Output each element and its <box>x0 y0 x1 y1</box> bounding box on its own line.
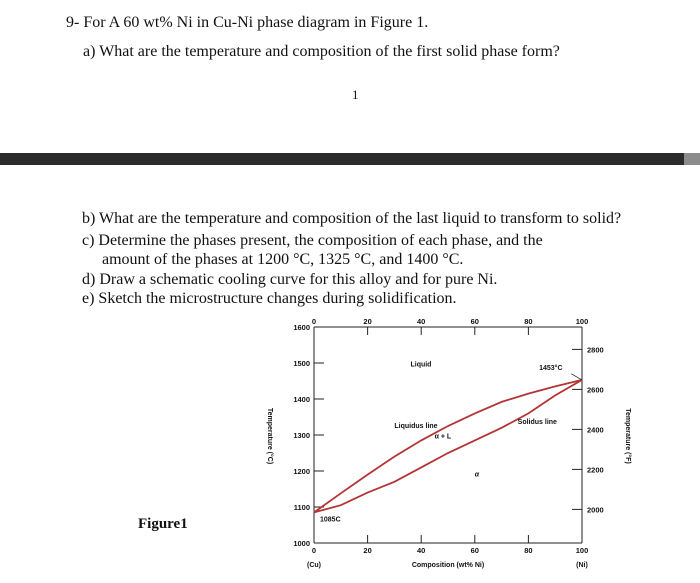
x-left-end-label: (Cu) <box>307 562 321 569</box>
alpha-label: α <box>474 471 480 479</box>
x-tick-label-bottom: 40 <box>417 546 426 555</box>
right-axis-label: Temperature (°F) <box>624 408 631 464</box>
solidus-label: Solidus line <box>517 419 557 427</box>
y-tick-label: 1600 <box>293 323 310 332</box>
right-tick-label: 2200 <box>587 465 604 475</box>
question-c: c) Determine the phases present, the composition of each phase, and the <box>82 232 543 249</box>
question-d: d) Draw a schematic cooling curve for this alloy and for pure Ni. <box>82 271 498 288</box>
x-tick-label-top: 0 <box>311 317 317 326</box>
x-axis-label: Composition (wt% Ni) <box>411 562 485 569</box>
question-a: a) What are the temperature and composition of the first solid phase form? <box>83 43 560 60</box>
y-tick-label: 1200 <box>293 467 310 476</box>
x-tick-label-top: 60 <box>470 317 479 326</box>
y-tick-label: 1100 <box>293 503 310 512</box>
x-tick-label-bottom: 80 <box>524 546 533 555</box>
question-b: b) What are the temperature and composition of the last liquid to transform to solid? <box>82 210 622 227</box>
x-tick-label-top: 80 <box>524 317 533 326</box>
right-tick-label: 2400 <box>587 425 604 435</box>
left-axis-label: Temperature (°C) <box>266 407 273 465</box>
liquidus-label: Liquidus line <box>394 422 438 430</box>
y-tick-label: 1300 <box>293 431 310 440</box>
liquid-label: Liquid <box>410 361 432 369</box>
x-tick-label-top: 100 <box>575 317 589 326</box>
question-title: 9- For A 60 wt% Ni in Cu-Ni phase diagram in Figure 1. <box>66 14 429 31</box>
y-tick-label: 1500 <box>293 359 310 368</box>
x-tick-label-bottom: 20 <box>363 546 372 555</box>
x-tick-label-bottom: 60 <box>470 546 479 555</box>
x-tick-label-top: 40 <box>417 317 426 326</box>
two-phase-label: α + L <box>434 433 452 441</box>
y-tick-label: 1400 <box>293 395 310 404</box>
ni-melting-leader <box>571 374 582 380</box>
x-tick-label-top: 20 <box>363 317 372 326</box>
x-tick-label-bottom: 0 <box>311 546 317 555</box>
x-tick-label-bottom: 100 <box>575 546 589 555</box>
page-number: 1 <box>352 87 359 102</box>
right-tick-label: 2600 <box>587 385 604 395</box>
right-tick-label: 2800 <box>587 345 604 355</box>
figure-label: Figure1 <box>138 516 188 532</box>
question-e: e) Sketch the microstructure changes during solidification. <box>82 290 457 307</box>
y-tick-label: 1000 <box>293 539 310 548</box>
question-c-continued: amount of the phases at 1200 °C, 1325 °C, and 1400 °C. <box>102 251 464 268</box>
cu-melting-label: 1085C <box>320 516 341 524</box>
ni-melting-label: 1453°C <box>539 365 563 373</box>
solidus-curve <box>314 380 582 513</box>
liquidus-curve <box>314 380 582 513</box>
x-right-end-label: (Ni) <box>576 562 588 569</box>
right-tick-label: 2000 <box>587 505 604 515</box>
